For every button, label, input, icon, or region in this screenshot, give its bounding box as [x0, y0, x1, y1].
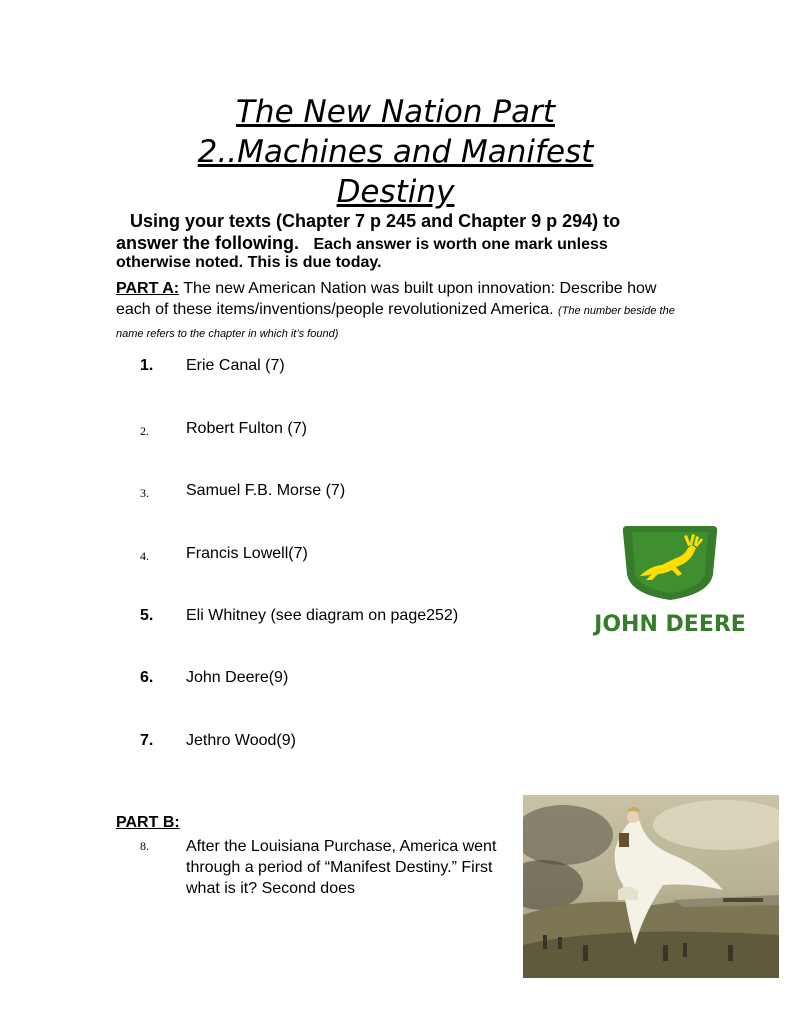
- instructions-marks: Each answer is worth one mark unless otherwise noted. This is due today.: [116, 236, 608, 271]
- item-label: Eli Whitney (see diagram on page252): [186, 607, 459, 624]
- logo-wordmark: JOHN DEERE: [594, 612, 746, 637]
- item-label: Samuel F.B. Morse (7): [186, 482, 346, 499]
- item-number: 1.: [140, 357, 154, 374]
- item-label: Erie Canal (7): [186, 357, 285, 374]
- item-number: 5.: [140, 607, 154, 624]
- instructions: [116, 210, 686, 272]
- part-a-label: PART A:: [116, 280, 180, 297]
- title-line-1: The New Nation Part: [236, 94, 555, 130]
- item-number: 8.: [140, 839, 149, 853]
- item-label: John Deere(9): [186, 669, 289, 686]
- part-a-text: The new American Nation was built upon innovation: Describe how each of these items/inventions/people revolutionized America: [116, 280, 657, 318]
- john-deere-logo: [580, 518, 760, 638]
- item-number: 4.: [140, 549, 149, 563]
- title-line-2: 2..Machines and Manifest: [197, 134, 594, 170]
- part-a-intro: PART A: The new American Nation was built upon innovation: Describe how each of these items/inventions/people revolutionized America. (The number beside the name refers to the chapter in which it’s found): [116, 280, 675, 340]
- part-b-label: PART B:: [116, 814, 180, 831]
- item-number: 6.: [140, 669, 154, 686]
- item-number: 7.: [140, 732, 154, 749]
- manifest-destiny-painting: [523, 795, 779, 978]
- item-label: Jethro Wood(9): [186, 732, 296, 749]
- item-label: Francis Lowell(7): [186, 545, 308, 562]
- instructions-main: Using your texts (Chapter 7 p 245 and Chapter 9 p 294) to answer the following.: [116, 211, 621, 253]
- item-number: 3.: [140, 486, 149, 500]
- part-a-note: (The number beside the name refers to the chapter in which it’s found): [116, 305, 675, 340]
- item-label: Robert Fulton (7): [186, 420, 307, 437]
- title-line-3: Destiny: [336, 174, 455, 210]
- question-8-text: After the Louisiana Purchase, America went through a period of “Manifest Destiny.” First what is it? Second does: [186, 838, 497, 897]
- document-title: [0, 92, 791, 212]
- item-number: 2.: [140, 424, 149, 438]
